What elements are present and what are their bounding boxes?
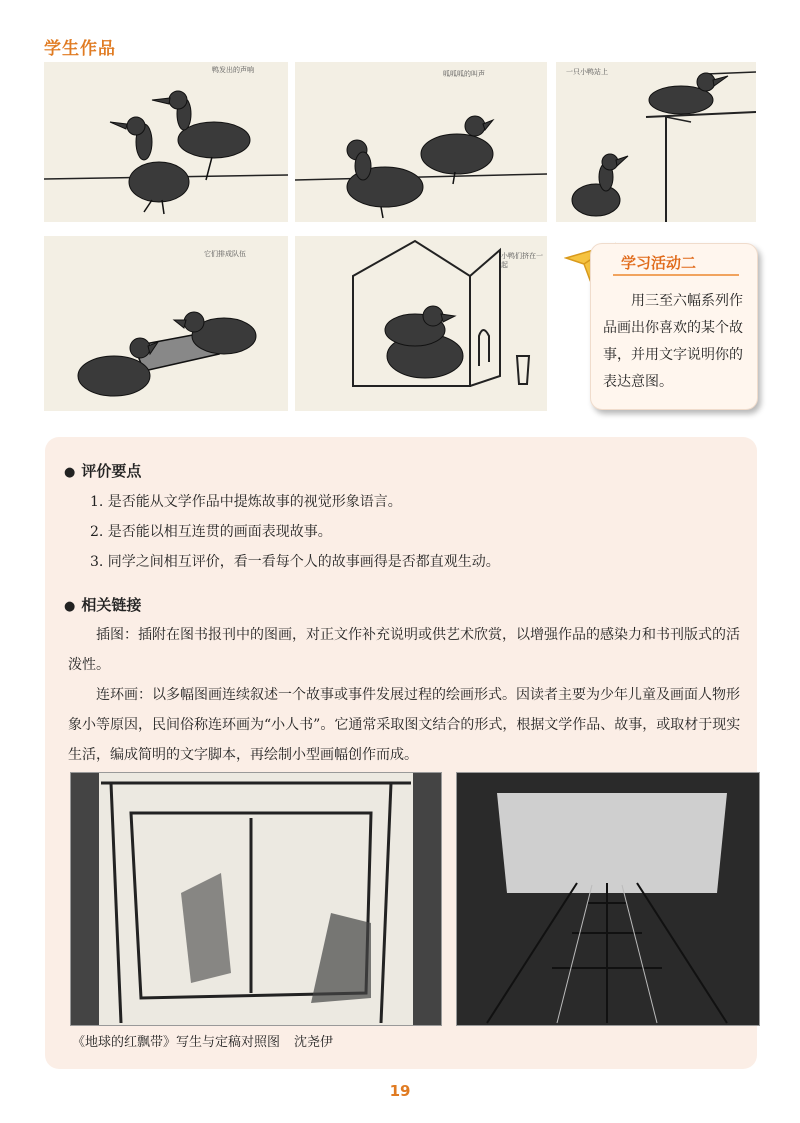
evaluation-item: 3. 同学之间相互评价，看一看每个人的故事画得是否都直观生动。: [90, 554, 500, 570]
sketch-image: [71, 773, 441, 1025]
paragraph-comic: 连环画：以多幅图画连续叙述一个故事或事件发展过程的绘画形式。因读者主要为少年儿童及画面人物形象小等原因，民间俗称连环画为“小人书”。它通常采取图文结合的形式，根据文学作品、故事，或取材于现实生活，编成简明的文字脚本，再绘制小型画幅创作而成。: [68, 687, 741, 763]
activity-card: [590, 243, 758, 410]
panel-caption: 鸭发出的声响: [212, 66, 254, 74]
panel-caption: 它们排成队伍: [204, 250, 246, 258]
evaluation-heading-label: 评价要点: [81, 462, 142, 480]
evaluation-item: 2. 是否能以相互连贯的画面表现故事。: [90, 524, 332, 540]
links-heading: [64, 594, 141, 615]
evaluation-heading: [64, 460, 141, 481]
section-header: 学生作品: [44, 39, 116, 59]
student-drawing-4: [44, 236, 288, 411]
artwork-final: [456, 772, 760, 1026]
page-number: 19: [389, 1082, 411, 1100]
activity-title: 学习活动二: [621, 254, 697, 272]
duck-illustration: [44, 236, 288, 411]
artwork-caption: [72, 1031, 333, 1050]
student-drawing-2: [295, 62, 547, 222]
artwork-sketch: [70, 772, 442, 1026]
evaluation-item: 1. 是否能从文学作品中提炼故事的视觉形象语言。: [90, 494, 402, 510]
duck-illustration: [295, 62, 547, 222]
links-heading-label: 相关链接: [81, 596, 142, 614]
panel-caption: 一只小鸭站上: [566, 68, 608, 76]
duck-illustration: [556, 62, 756, 222]
student-drawing-3: [556, 62, 756, 222]
artwork-title: 《地球的红飘带》写生与定稿对照图: [72, 1035, 281, 1050]
bullet-icon: ●: [64, 465, 76, 480]
title-underline: [613, 274, 739, 276]
student-drawing-5: [295, 236, 547, 411]
panel-caption: 小鸭们挤在一起: [501, 252, 543, 269]
paragraph-illustration: 插图：插附在图书报刊中的图画，对正文作补充说明或供艺术欣赏，以增强作品的感染力和书刊版式的活泼性。: [68, 627, 740, 673]
duck-illustration: [44, 62, 288, 222]
bullet-icon: ●: [64, 599, 76, 614]
student-drawing-1: [44, 62, 288, 222]
final-image: [457, 773, 759, 1025]
activity-text: 用三至六幅系列作品画出你喜欢的某个故事，并用文字说明你的表达意图。: [603, 293, 743, 390]
artwork-author: 沈尧伊: [294, 1035, 334, 1050]
panel-caption: 呱呱呱的叫声: [443, 70, 485, 78]
